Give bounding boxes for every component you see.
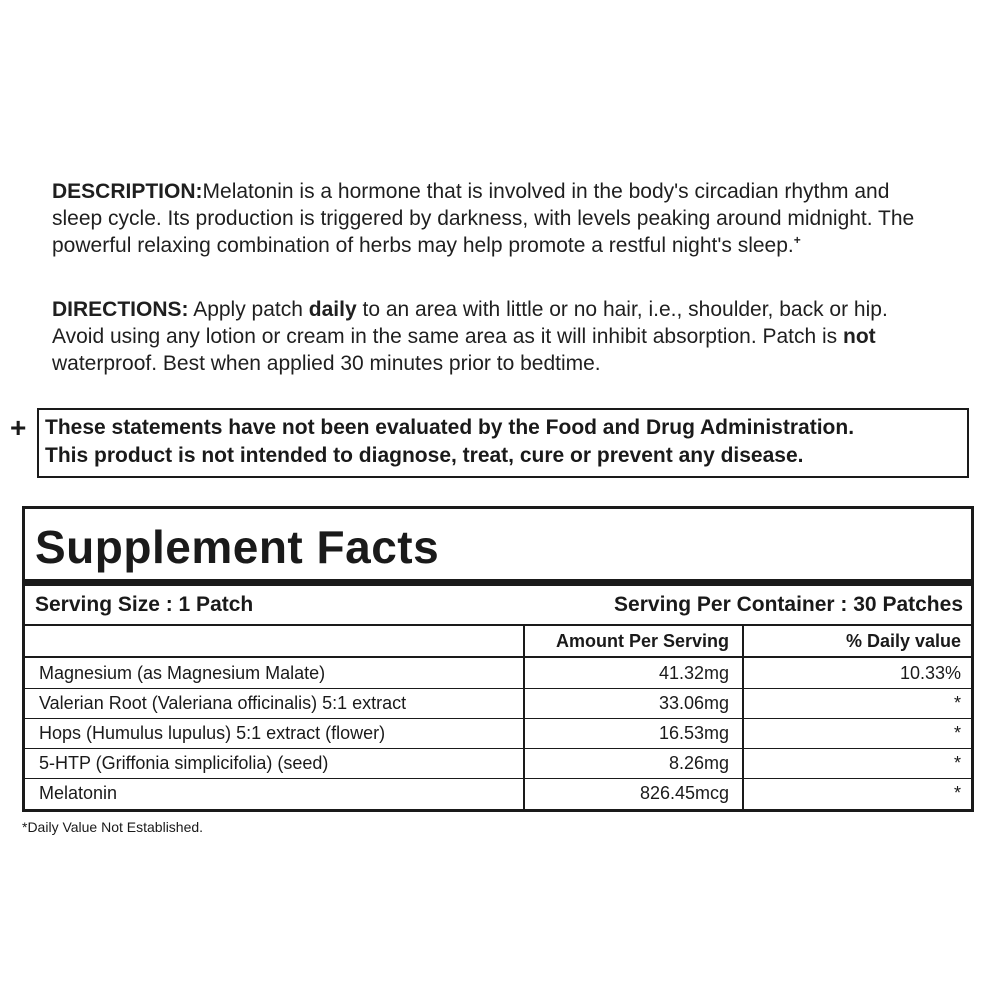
column-header-amount: Amount Per Serving [555, 631, 729, 651]
ingredient-amount: 16.53mg [658, 723, 729, 743]
description-paragraph [52, 178, 932, 259]
plus-icon: + [10, 412, 27, 443]
servings-per-container: Serving Per Container : 30 Patches [614, 593, 963, 616]
serving-size: Serving Size : 1 Patch [35, 593, 254, 616]
disclaimer-line-1: These statements have not been evaluated by the Food and Drug Administration. [45, 416, 855, 439]
supplement-facts-title: Supplement Facts [35, 521, 440, 573]
ingredient-name: Magnesium (as Magnesium Malate) [39, 663, 326, 683]
directions-text-3: waterproof. Best when applied 30 minutes prior to bedtime. [52, 352, 601, 375]
directions-bold-not: not [843, 325, 876, 348]
ingredient-amount: 8.26mg [668, 753, 729, 773]
table-row [25, 688, 971, 718]
table-row [25, 718, 971, 748]
column-header-daily-value: % Daily value [845, 631, 961, 651]
description-marker: + [793, 233, 801, 247]
ingredient-name: Melatonin [39, 783, 118, 803]
table-row [25, 748, 971, 778]
directions-text-2: to an area with little or no hair, i.e., shoulder, back or hip. Avoid using any lotion or cream in the same area as it will inhibit absorption. Patch is [52, 298, 888, 348]
directions-paragraph [52, 296, 942, 377]
ingredient-name: Hops (Humulus lupulus) 5:1 extract (flower) [39, 723, 386, 743]
description-label: DESCRIPTION: [52, 180, 203, 203]
title-divider [25, 579, 971, 586]
ingredient-amount: 826.45mcg [639, 783, 729, 803]
ingredient-name: 5-HTP (Griffonia simplicifolia) (seed) [39, 753, 329, 773]
table-row [25, 658, 971, 688]
column-divider-amount [523, 626, 525, 809]
disclaimer-line-2: This product is not intended to diagnose, treat, cure or prevent any disease. [45, 444, 804, 467]
serving-info [25, 586, 971, 624]
ingredient-daily-value: * [953, 753, 961, 773]
fda-disclaimer-box [37, 408, 969, 478]
ingredient-daily-value: * [953, 693, 961, 713]
ingredient-amount: 33.06mg [658, 693, 729, 713]
table-row [25, 778, 971, 808]
ingredient-daily-value: * [953, 723, 961, 743]
directions-bold-daily: daily [308, 298, 357, 321]
ingredient-name: Valerian Root (Valeriana officinalis) 5:1 extract [39, 693, 407, 713]
ingredient-daily-value: 10.33% [899, 663, 961, 683]
supplement-facts-panel [22, 506, 974, 812]
footnote: *Daily Value Not Established. [22, 819, 204, 835]
description-text: Melatonin is a hormone that is involved in the body's circadian rhythm and sleep cycle. Its production is triggered by darkness, with levels peaking around midnight. The powerful relaxing combination of herbs may help promote a restful night's sleep. [52, 180, 915, 257]
ingredient-amount: 41.32mg [658, 663, 729, 683]
ingredient-daily-value: * [953, 783, 961, 803]
column-divider-daily-value [742, 626, 744, 809]
directions-text-1: Apply patch [193, 298, 303, 321]
directions-label: DIRECTIONS: [52, 298, 189, 321]
